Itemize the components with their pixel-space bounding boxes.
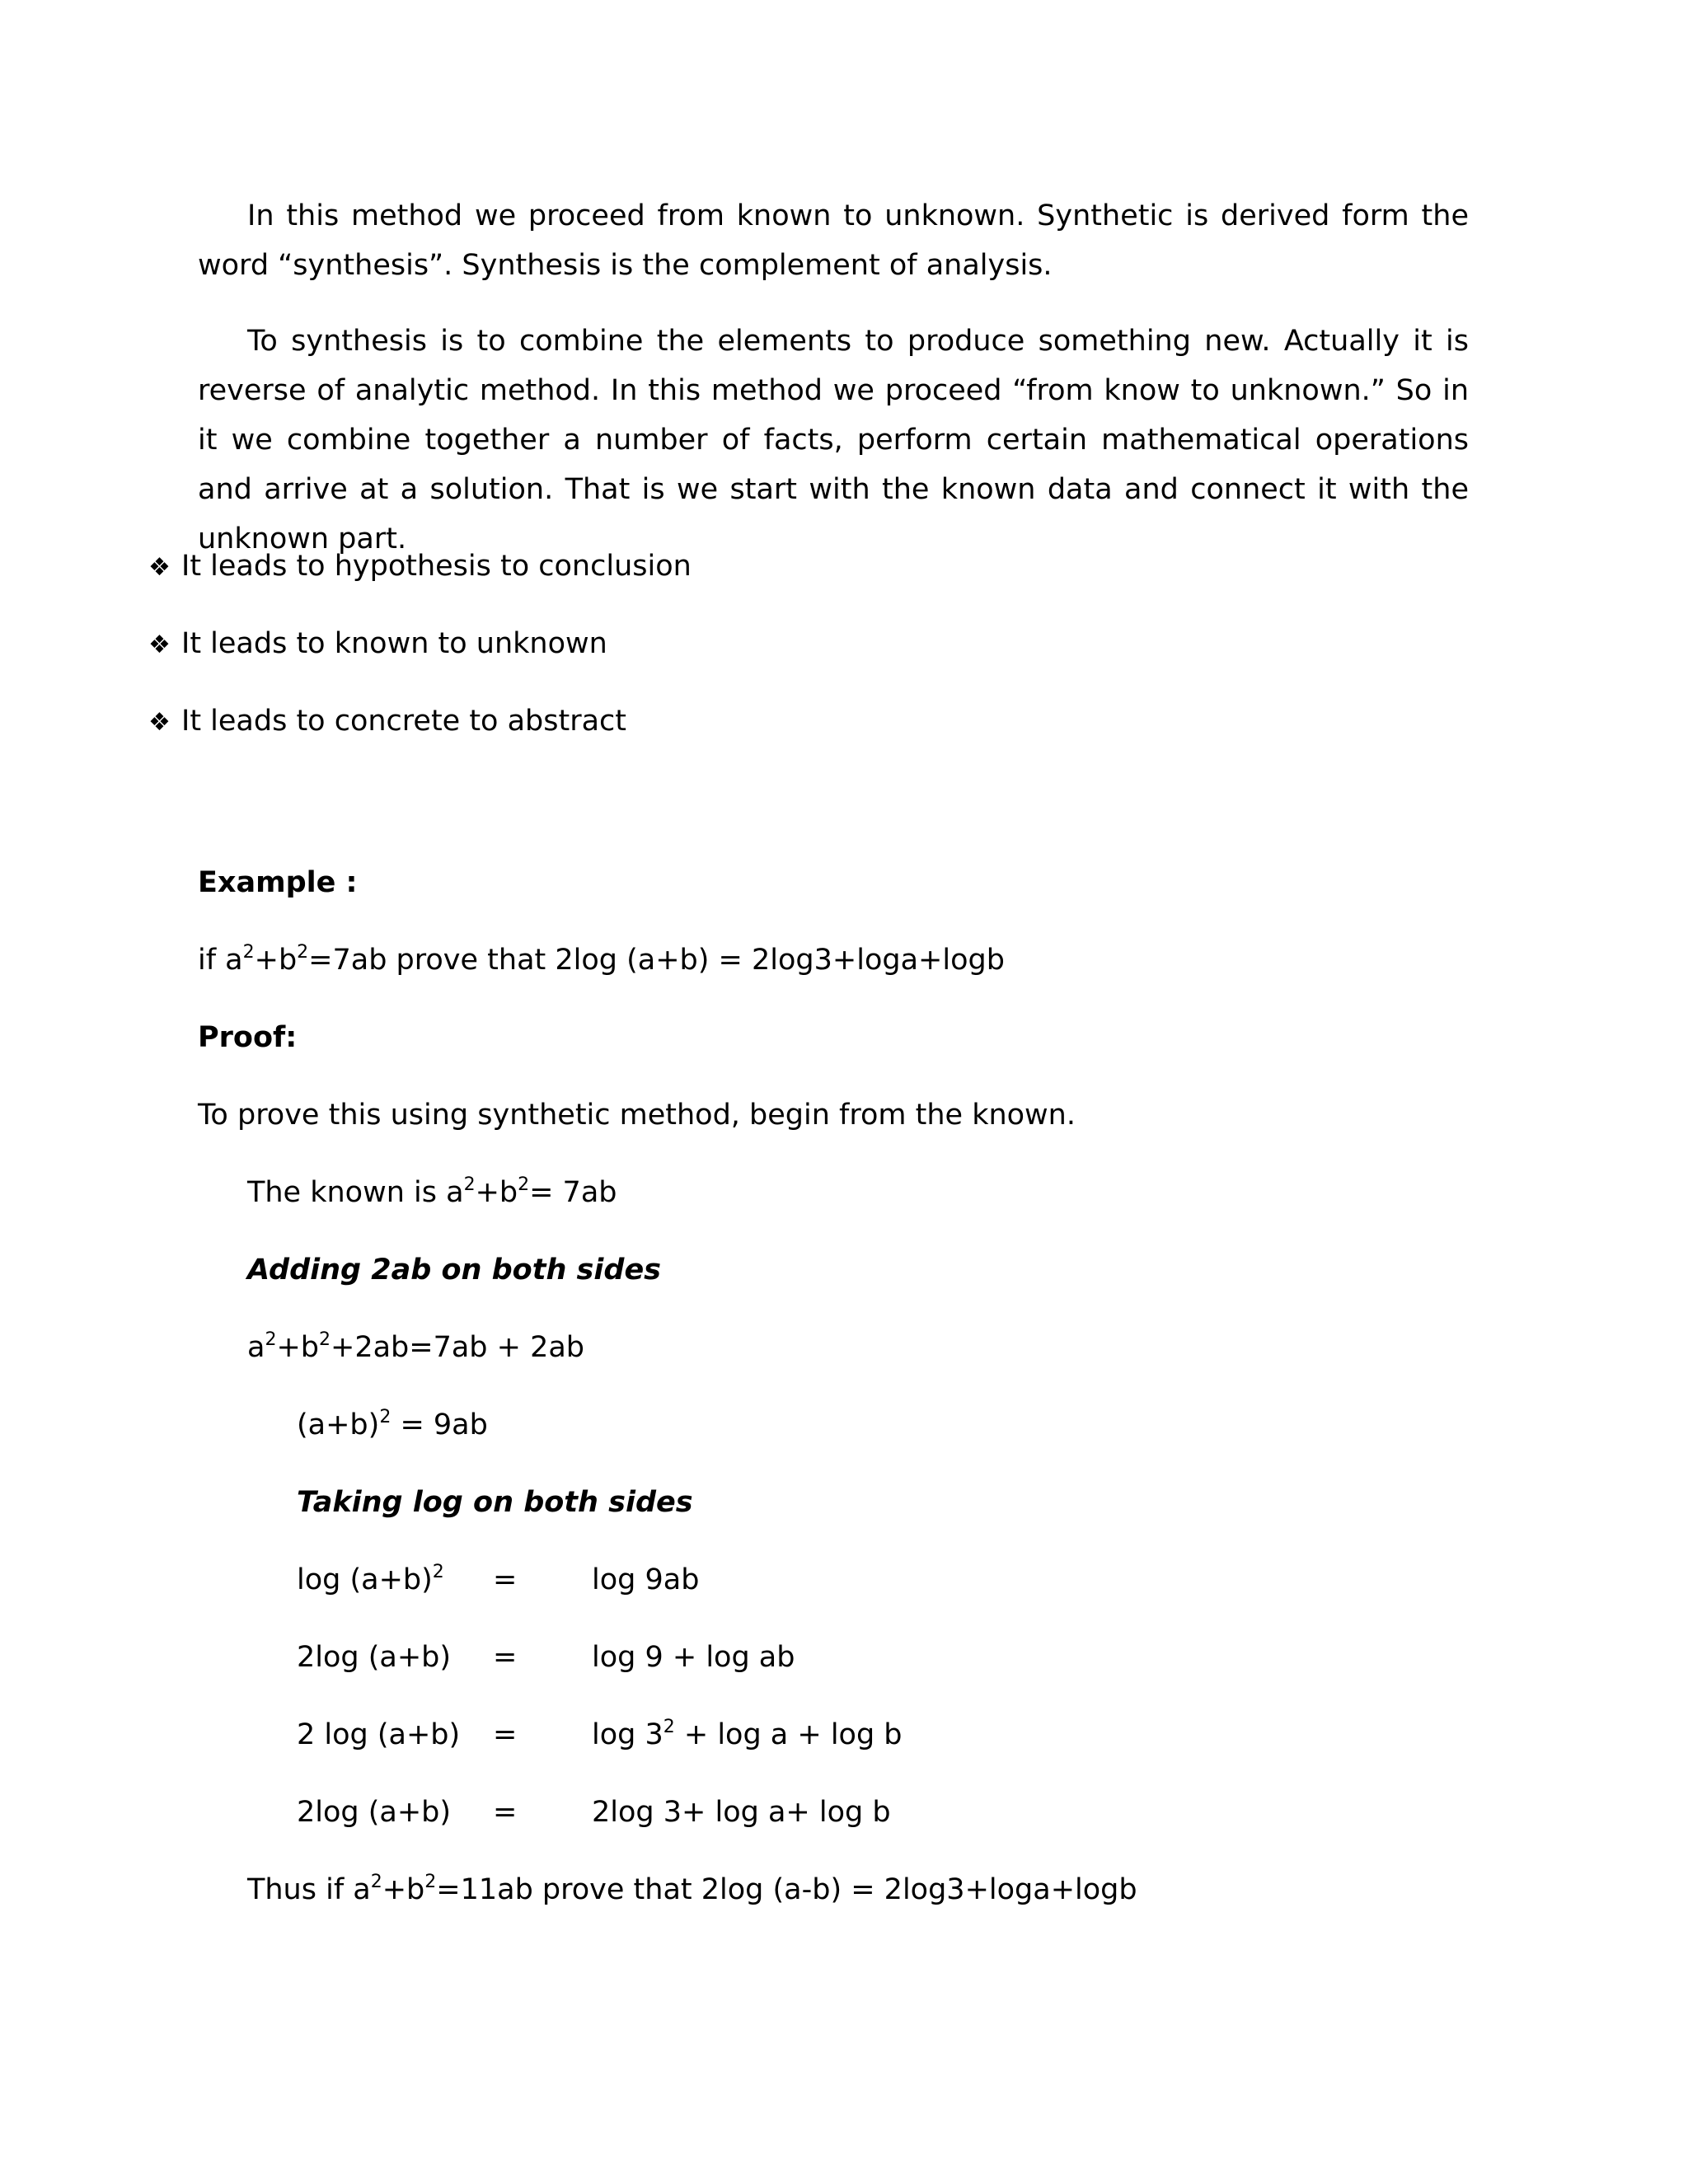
bullet-text: It leads to known to unknown — [181, 627, 607, 660]
known-text: = 7ab — [529, 1176, 617, 1209]
equation-rhs — [592, 1717, 903, 1751]
math-text: (a+b) — [297, 1408, 380, 1441]
superscript: 2 — [432, 1562, 444, 1582]
intro-paragraph-2: To synthesis is to combine the elements to produce something new. Actually it is reverse of analytic method. In this method we proceed “from know to unknown.” So in it we combine together a number of facts, perform certain mathematical operations and arrive at a solution. That is we start with the known data and connect it with the unknown part. — [198, 325, 1469, 555]
math-text: = 9ab — [391, 1408, 488, 1441]
superscript: 2 — [518, 1174, 530, 1195]
equation-lhs — [297, 1562, 444, 1596]
proof-intro: To prove this using synthetic method, begin from the known. — [198, 1099, 1076, 1132]
known-text: +b — [475, 1176, 518, 1209]
superscript: 2 — [265, 1329, 277, 1350]
step-log: Taking log on both sides — [297, 1486, 693, 1519]
bullet-item — [148, 707, 626, 736]
equation-lhs: 2 log (a+b) — [297, 1718, 461, 1751]
diamond-bullet-icon: ❖ — [148, 553, 171, 582]
equals-sign: = — [493, 1563, 518, 1596]
diamond-bullet-icon: ❖ — [148, 708, 171, 737]
equation-lhs: 2log (a+b) — [297, 1796, 452, 1829]
superscript: 2 — [242, 942, 255, 963]
superscript: 2 — [370, 1872, 382, 1892]
math-text: +2ab=7ab + 2ab — [331, 1331, 585, 1364]
statement-text: +b — [254, 944, 298, 977]
example-heading: Example : — [198, 866, 358, 899]
bullet-item — [148, 552, 692, 581]
bullet-text: It leads to hypothesis to conclusion — [181, 550, 692, 583]
math-text: log 3 — [592, 1718, 663, 1751]
known-text: The known is a — [247, 1176, 464, 1209]
equals-sign: = — [493, 1796, 518, 1829]
equals-sign: = — [493, 1718, 518, 1751]
statement-text: =7ab prove that 2log (a+b) = 2log3+loga+logb — [308, 944, 1005, 977]
conclusion-text: Thus if a — [247, 1873, 371, 1906]
equation-rhs: 2log 3+ log a+ log b — [592, 1796, 891, 1829]
conclusion-text: +b — [382, 1873, 425, 1906]
intro-paragraph-1: In this method we proceed from known to unknown. Synthetic is derived form the word “synthesis”. Synthesis is the complement of analysis. — [198, 199, 1469, 282]
proof-heading: Proof: — [198, 1021, 298, 1054]
math-text: +b — [276, 1331, 319, 1364]
superscript: 2 — [463, 1174, 476, 1195]
square-line — [297, 1407, 488, 1441]
known-line — [247, 1174, 617, 1209]
math-text: log (a+b) — [297, 1563, 433, 1596]
superscript: 2 — [424, 1872, 437, 1892]
conclusion-text: =11ab prove that 2log (a-b) = 2log3+loga+logb — [436, 1873, 1137, 1906]
example-statement — [198, 942, 1005, 977]
equation-rhs: log 9 + log ab — [592, 1641, 795, 1674]
superscript: 2 — [379, 1407, 392, 1427]
equation-lhs: 2log (a+b) — [297, 1641, 452, 1674]
bullet-item — [148, 627, 607, 660]
superscript: 2 — [297, 942, 309, 963]
step-adding: Adding 2ab on both sides — [247, 1254, 662, 1286]
equals-sign: = — [493, 1641, 518, 1674]
add-line — [247, 1329, 585, 1364]
math-text: a — [247, 1331, 265, 1364]
statement-text: if a — [198, 944, 243, 977]
equation-rhs: log 9ab — [592, 1563, 700, 1596]
math-text: + log a + log b — [674, 1718, 903, 1751]
diamond-bullet-icon: ❖ — [148, 630, 171, 659]
conclusion-line — [247, 1872, 1137, 1906]
superscript: 2 — [319, 1329, 331, 1350]
bullet-text: It leads to concrete to abstract — [181, 705, 627, 738]
superscript: 2 — [663, 1717, 675, 1737]
